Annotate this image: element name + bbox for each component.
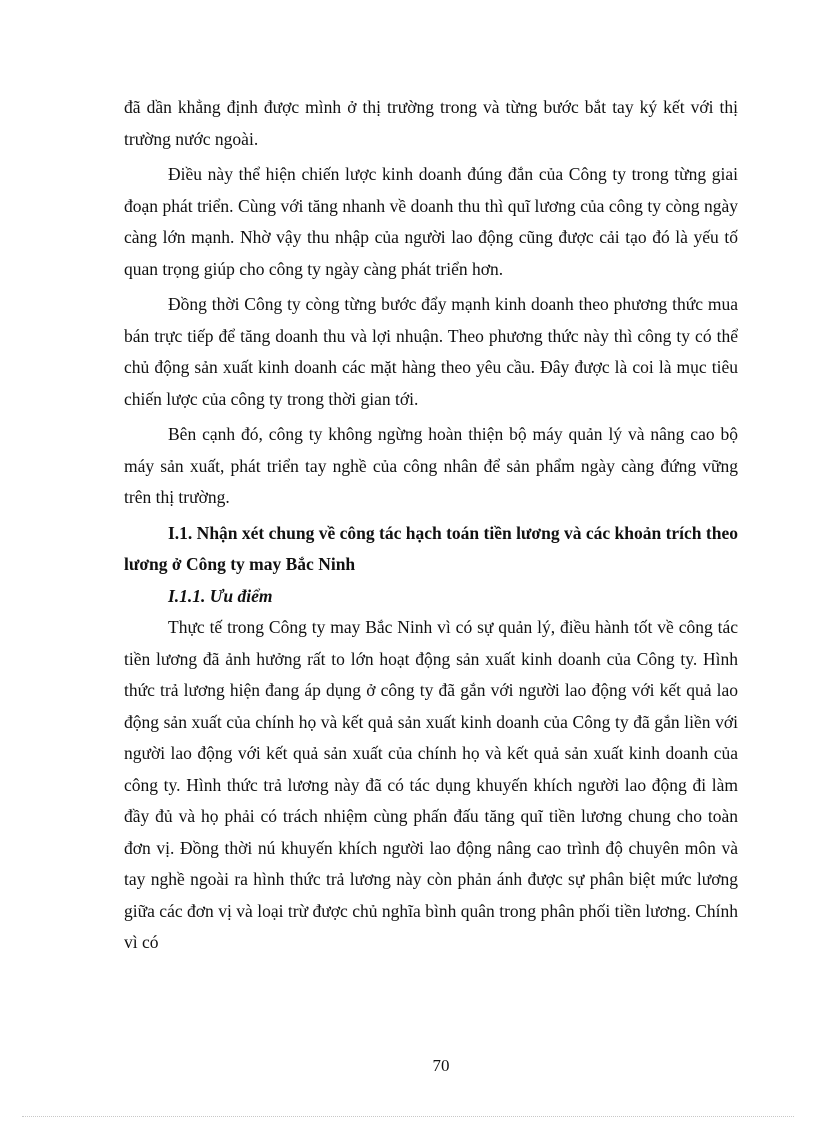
footer-divider [22, 1116, 794, 1117]
page-content [124, 92, 738, 963]
page-number: 70 [432, 1056, 450, 1075]
paragraph-advantages: Thực tế trong Công ty may Bắc Ninh vì có sự quản lý, điều hành tốt về công tác tiền lương đã ảnh hưởng rất to lớn hoạt động sản xuất kinh doanh của Công ty. Hình thức trả lương hiện đang áp dụng ở công ty đã gắn với người lao động với kết quả lao động sản xuất của chính họ và kết quả sản xuất kinh doanh của Công ty đã gắn liền với người lao động với kết quả sản xuất của chính họ và kết quả sản xuất kinh doanh của công ty. Hình thức trả lương này đã có tác dụng khuyến khích người lao động đi làm đầy đủ và họ phải có trách nhiệm cùng phấn đấu tăng quĩ tiền lương chung cho toàn đơn vị. Đồng thời nú khuyến khích người lao động nâng cao trình độ chuyên môn và tay nghề ngoài ra hình thức trả lương này còn phản ánh được sự phân biệt mức lương giữa các đơn vị và loại trừ được chủ nghĩa bình quân trong phân phối tiền lương. Chính vì có [124, 617, 738, 952]
subsection-heading: I.1.1. Ưu điểm [168, 585, 273, 606]
paragraph-management: Bên cạnh đó, công ty không ngừng hoàn thiện bộ máy quản lý và nâng cao bộ máy sản xuất, phát triển tay nghề của công nhân để sản phẩm ngày càng đứng vững trên thị trường. [124, 424, 738, 507]
paragraph-direct-trade: Đồng thời Công ty còng từng bước đẩy mạnh kinh doanh theo phương thức mua bán trực tiếp để tăng doanh thu và lợi nhuận. Theo phương thức này thì công ty có thể chủ động sản xuất kinh doanh các mặt hàng theo yêu cầu. Đây được là coi là mục tiêu chiến lược của công ty trong thời gian tới. [124, 294, 738, 409]
section-heading: I.1. Nhận xét chung về công tác hạch toán tiền lương và các khoản trích theo lương ở Công ty may Bắc Ninh [124, 522, 738, 574]
paragraph-strategy: Điều này thể hiện chiến lược kinh doanh đúng đắn của Công ty trong từng giai đoạn phát triển. Cùng với tăng nhanh về doanh thu thì quĩ lương của công ty còng ngày càng lớn mạnh. Nhờ vậy thu nhập của người lao động cũng được cải tạo đó là yếu tố quan trọng giúp cho công ty ngày càng phát triển hơn. [124, 164, 738, 279]
paragraph-continuation: đã dần khẳng định được mình ở thị trường trong và từng bước bắt tay ký kết với thị trường nước ngoài. [124, 97, 738, 149]
